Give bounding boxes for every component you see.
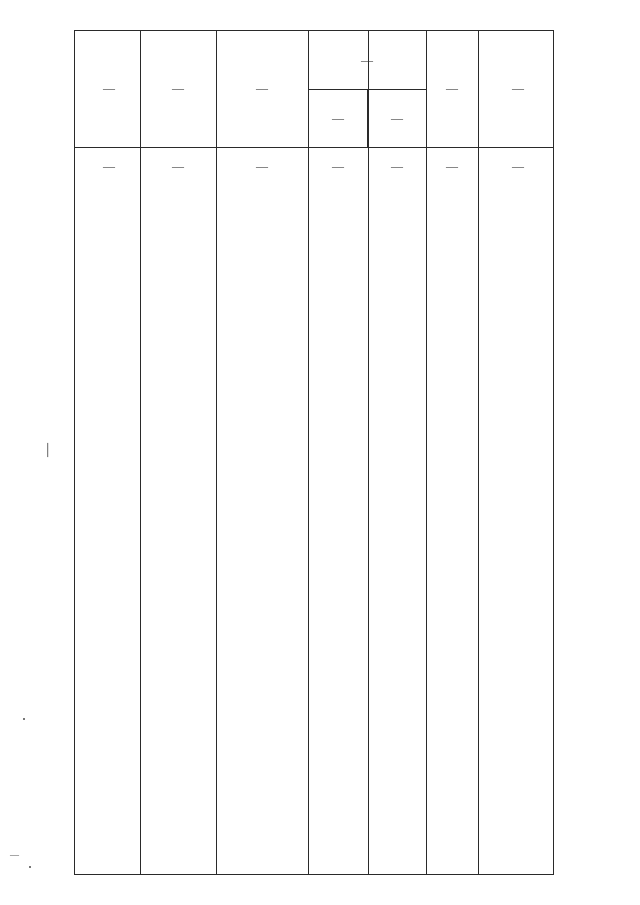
body-cell-3 xyxy=(216,147,308,874)
header-cell-8 xyxy=(478,31,555,147)
body-cell-5 xyxy=(367,147,426,874)
header-cell-2 xyxy=(140,31,216,147)
header-cell-2-text: — xyxy=(172,81,184,95)
body-cell-1 xyxy=(75,147,140,874)
header-cell-6-text: — xyxy=(391,111,403,125)
scan-speck xyxy=(23,718,25,720)
header-cell-3-text: — xyxy=(256,81,268,95)
data-table xyxy=(74,30,554,875)
body-cell-4 xyxy=(308,147,367,874)
header-cell-5 xyxy=(308,89,367,147)
document-code: — xyxy=(10,850,19,860)
header-cell-1 xyxy=(75,31,140,147)
body-cell-7 xyxy=(478,147,555,874)
body-cell-4-text: — xyxy=(332,159,344,173)
body-cell-6 xyxy=(426,147,478,874)
header-cell-8-text: — xyxy=(512,81,524,95)
body-cell-7-text: — xyxy=(512,159,524,173)
header-cell-7-text: — xyxy=(446,81,458,95)
body-cell-5-text: — xyxy=(391,159,403,173)
header-cell-6 xyxy=(367,89,426,147)
body-cell-2 xyxy=(140,147,216,874)
header-cell-1-text: — xyxy=(103,81,115,95)
body-cell-1-text: — xyxy=(103,159,115,173)
header-cell-7 xyxy=(426,31,478,147)
header-cell-3 xyxy=(216,31,308,147)
scan-speck xyxy=(29,866,31,868)
body-cell-3-text: — xyxy=(256,159,268,173)
header-cell-4 xyxy=(308,31,426,89)
header-cell-4-text: — xyxy=(361,53,373,67)
body-cell-6-text: — xyxy=(446,159,458,173)
page-number: — xyxy=(40,443,55,457)
header-cell-5-text: — xyxy=(332,111,344,125)
body-cell-2-text: — xyxy=(172,159,184,173)
